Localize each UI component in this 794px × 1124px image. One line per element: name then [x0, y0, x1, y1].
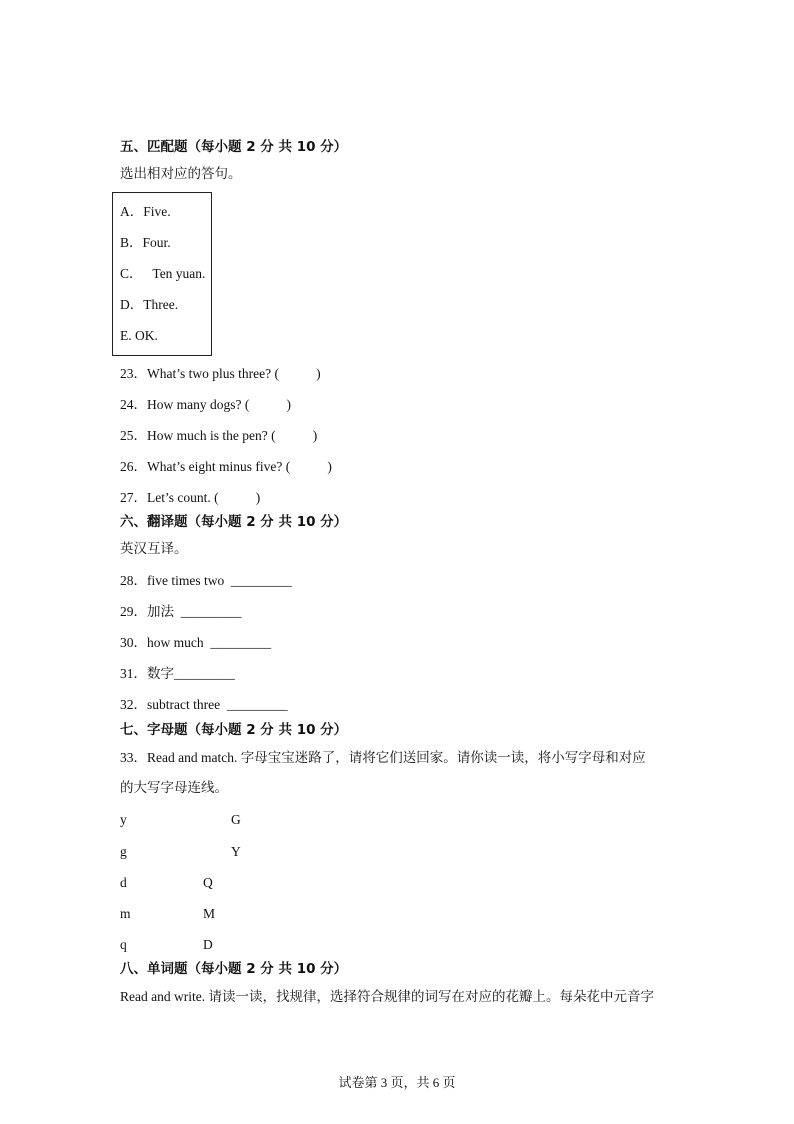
uppercase-letter: M [203, 906, 216, 921]
lowercase-letter: g [120, 844, 127, 859]
question-27: 27．Let’s count. ( ) [120, 490, 261, 505]
option-d: D．Three. [120, 297, 179, 312]
question-33-line-2: 的大写字母连线。 [120, 780, 228, 796]
lowercase-letter: q [120, 937, 127, 952]
option-c: C． Ten yuan. [120, 266, 206, 281]
question-28: 28．five times two _________ [120, 573, 292, 588]
section-5-title: 五、匹配题（每小题 2 分 共 10 分） [120, 139, 348, 155]
question-33-line-1: 33．Read and match. 字母宝宝迷路了，请将它们送回家。请你读一读，将小写字母和对应 [120, 750, 646, 765]
option-b: B．Four. [120, 235, 171, 250]
section-5-instruction: 选出相对应的答句。 [120, 166, 242, 182]
question-26: 26．What’s eight minus five? ( ) [120, 459, 332, 474]
lowercase-letter: y [120, 812, 127, 827]
uppercase-letter: Q [203, 875, 213, 890]
section-8-instruction: Read and write. 请读一读，找规律，选择符合规律的词写在对应的花瓣上。每朵花中元音字 [120, 989, 654, 1004]
question-25: 25．How much is the pen? ( ) [120, 428, 318, 443]
option-a: A．Five. [120, 204, 171, 219]
question-30: 30．how much _________ [120, 635, 272, 650]
question-32: 32．subtract three _________ [120, 697, 288, 712]
section-8-title: 八、单词题（每小题 2 分 共 10 分） [120, 961, 348, 977]
uppercase-letter: D [203, 937, 213, 952]
question-24: 24．How many dogs? ( ) [120, 397, 291, 412]
section-7-title: 七、字母题（每小题 2 分 共 10 分） [120, 722, 348, 738]
uppercase-letter: Y [231, 844, 241, 859]
question-29: 29．加法 _________ [120, 604, 242, 619]
question-31: 31．数字_________ [120, 666, 235, 681]
uppercase-letter: G [231, 812, 241, 827]
lowercase-letter: m [120, 906, 131, 921]
question-23: 23．What’s two plus three? ( ) [120, 366, 321, 381]
page-footer: 试卷第 3 页，共 6 页 [338, 1075, 456, 1090]
section-6-instruction: 英汉互译。 [120, 541, 188, 557]
lowercase-letter: d [120, 875, 127, 890]
option-e: E. OK. [120, 328, 158, 343]
section-6-title: 六、翻译题（每小题 2 分 共 10 分） [120, 514, 348, 530]
